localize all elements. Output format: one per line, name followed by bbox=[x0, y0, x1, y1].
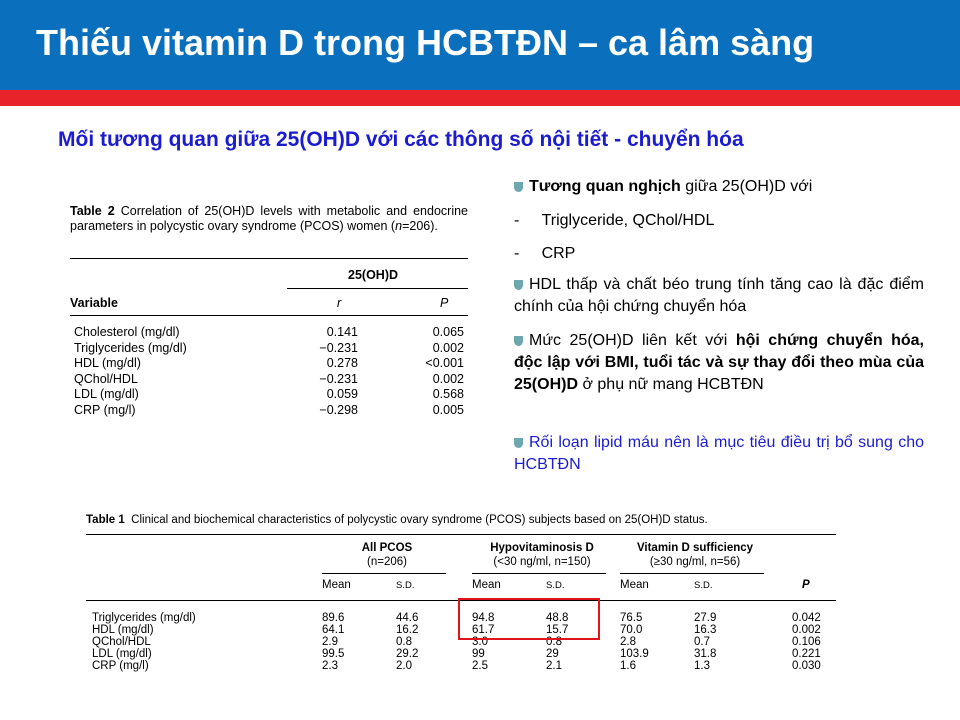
table-1-cell: 99 bbox=[472, 648, 485, 660]
table-2-p-value: <0.001 bbox=[425, 356, 464, 370]
table-1-rule-top bbox=[86, 534, 836, 535]
bullet-4-text: Rối loạn lipid máu nên là mục tiêu điều trị bổ sung cho HCBTĐN bbox=[514, 434, 924, 473]
table-1-cell: 2.9 bbox=[322, 636, 338, 648]
table-1-cell: 29.2 bbox=[396, 648, 419, 660]
table-1-variable: HDL (mg/dl) bbox=[92, 624, 154, 636]
table-2-rule-top bbox=[70, 258, 468, 259]
table-1-cell: 48.8 bbox=[546, 612, 569, 624]
bullet-1 bbox=[514, 178, 812, 196]
table-1-group-title: All PCOS bbox=[361, 542, 413, 554]
table-1-group-sub: (<30 ng/ml, n=150) bbox=[493, 556, 591, 568]
table-1-group-sub: (≥30 ng/ml, n=56) bbox=[649, 556, 741, 568]
table-1-cell: 3.0 bbox=[472, 636, 488, 648]
table-1-col-sd: S.D. bbox=[694, 580, 713, 591]
table-2-variable: Triglycerides (mg/dl) bbox=[74, 340, 187, 355]
slide-subtitle: Mối tương quan giữa 25(OH)D với các thông số nội tiết - chuyển hóa bbox=[58, 128, 744, 151]
table-1-p-value: 0.030 bbox=[792, 660, 821, 672]
table-2-variable: CRP (mg/l) bbox=[74, 402, 136, 417]
bullet-2-text: HDL thấp và chất béo trung tính tăng cao là đặc điểm chính của hội chứng chuyển hóa bbox=[514, 276, 924, 315]
bullet-1-text: giữa 25(OH)D với bbox=[680, 178, 813, 195]
table-2-caption bbox=[70, 204, 468, 234]
table-2-rule-mid bbox=[70, 315, 468, 316]
table-1-cell: 16.3 bbox=[694, 624, 717, 636]
bullet-2 bbox=[514, 274, 924, 318]
table-1-caption bbox=[86, 514, 708, 526]
table-1-cell: 70.0 bbox=[620, 624, 643, 636]
table-1-cell: 99.5 bbox=[322, 648, 345, 660]
dash-item-2: - CRP bbox=[514, 245, 576, 262]
table-1-cell: 103.9 bbox=[620, 648, 649, 660]
hypovitaminosis-highlight-box bbox=[458, 598, 600, 640]
table-2-variable: HDL (mg/dl) bbox=[74, 356, 141, 370]
bullet-3 bbox=[514, 330, 924, 396]
dash-item-2-text: CRP bbox=[541, 245, 576, 262]
table-2-p-value: 0.002 bbox=[432, 340, 464, 355]
dash-item-1-text: Triglyceride, QChol/HDL bbox=[541, 212, 715, 229]
table-1-cell: 27.9 bbox=[694, 612, 717, 624]
table-1-cell: 15.7 bbox=[546, 624, 569, 636]
table-1-cell: 2.3 bbox=[322, 660, 338, 672]
table-1-cell: 61.7 bbox=[472, 624, 495, 636]
table-2-r-value: 0.141 bbox=[326, 325, 358, 339]
table-1-cell: 16.2 bbox=[396, 624, 419, 636]
table-1-cell: 1.3 bbox=[694, 660, 710, 672]
table-1-label: Table 1 bbox=[86, 514, 125, 526]
table-2-variable: Cholesterol (mg/dl) bbox=[74, 325, 180, 339]
title-bar bbox=[0, 0, 960, 90]
table-2-caption-n: n bbox=[395, 219, 403, 233]
bullet-icon bbox=[514, 438, 523, 448]
table-1-cell: 2.5 bbox=[472, 660, 488, 672]
table-1-variable: QChol/HDL bbox=[92, 636, 151, 648]
table-2-col-r: r bbox=[337, 296, 342, 310]
table-2-r-value: 0.059 bbox=[326, 387, 358, 401]
table-1-p-value: 0.002 bbox=[792, 624, 821, 636]
table-1-cell: 2.0 bbox=[396, 660, 412, 672]
table-2 bbox=[70, 204, 468, 234]
table-2-variable: QChol/HDL bbox=[74, 371, 138, 386]
table-1-cell: 1.6 bbox=[620, 660, 636, 672]
table-1-group-title: Hypovitaminosis D bbox=[490, 542, 594, 554]
table-2-p-value: 0.568 bbox=[432, 387, 464, 401]
table-2-p-value: 0.002 bbox=[432, 371, 464, 386]
table-1-col-mean: Mean bbox=[322, 579, 351, 591]
table-2-group-rule bbox=[287, 288, 468, 289]
bullet-3-tail: ở phụ nữ mang HCBTĐN bbox=[578, 376, 764, 393]
table-1-p-value: 0.106 bbox=[792, 636, 821, 648]
table-2-col-p: P bbox=[440, 296, 449, 310]
bullet-icon bbox=[514, 336, 523, 346]
table-1-col-sd: S.D. bbox=[546, 580, 565, 591]
table-1-group-rule bbox=[322, 573, 446, 574]
bullet-3-bold: hội chứng chuyển hóa, độc lập với BMI, tuổi tác và sự thay đổi theo mùa của 25(OH)D bbox=[514, 332, 924, 393]
dash-item-1: - Triglyceride, QChol/HDL bbox=[514, 212, 715, 229]
table-1-group-rule bbox=[472, 573, 606, 574]
table-1-cell: 94.8 bbox=[472, 612, 495, 624]
table-1-col-sd: S.D. bbox=[396, 580, 415, 591]
table-2-r-value: 0.278 bbox=[326, 356, 358, 370]
title-underline bbox=[0, 90, 960, 106]
table-1-cell: 29 bbox=[546, 648, 559, 660]
bullet-3-text: Mức 25(OH)D liên kết với bbox=[529, 332, 736, 349]
table-2-caption-end: =206). bbox=[402, 219, 438, 233]
table-2-variable: LDL (mg/dl) bbox=[74, 387, 139, 401]
table-1-cell: 0.7 bbox=[694, 636, 710, 648]
table-1-caption-text: Clinical and biochemical characteristics of polycystic ovary syndrome (PCOS) subjects based on 25(OH)D status. bbox=[131, 514, 708, 526]
table-2-r-value: −0.298 bbox=[319, 402, 358, 417]
table-1-cell: 0.8 bbox=[396, 636, 412, 648]
table-2-p-value: 0.065 bbox=[432, 325, 464, 339]
table-1-cell: 64.1 bbox=[322, 624, 345, 636]
table-2-group-header: 25(OH)D bbox=[348, 268, 399, 282]
table-1-cell: 76.5 bbox=[620, 612, 643, 624]
bullet-icon bbox=[514, 182, 523, 192]
table-1-group-sub: (n=206) bbox=[367, 556, 407, 568]
table-1-cell: 0.8 bbox=[546, 636, 562, 648]
table-1-p-value: 0.221 bbox=[792, 648, 821, 660]
table-2-label: Table 2 bbox=[70, 204, 115, 218]
table-2-r-value: −0.231 bbox=[319, 371, 358, 386]
slide-title: Thiếu vitamin D trong HCBTĐN – ca lâm sàng bbox=[36, 22, 815, 63]
table-1-group-rule bbox=[620, 573, 764, 574]
table-1-col-mean: Mean bbox=[472, 579, 501, 591]
table-1-group-title: Vitamin D sufficiency bbox=[636, 542, 754, 554]
table-1-variable: LDL (mg/dl) bbox=[92, 648, 152, 660]
table-1-cell: 31.8 bbox=[694, 648, 717, 660]
table-2-caption-text: Correlation of 25(OH)D levels with metabolic and endocrine parameters in polycystic ovary syndrome (PCOS) women ( bbox=[70, 204, 469, 233]
bullet-1-bold: Tương quan nghịch bbox=[529, 178, 681, 195]
table-1-cell: 44.6 bbox=[396, 612, 419, 624]
table-2-col-variable: Variable bbox=[70, 296, 118, 310]
bullet-icon bbox=[514, 280, 523, 290]
table-2-p-value: 0.005 bbox=[432, 402, 464, 417]
table-1-cell: 89.6 bbox=[322, 612, 345, 624]
bullet-4 bbox=[514, 432, 924, 476]
table-1-variable: CRP (mg/l) bbox=[92, 660, 149, 672]
table-1-col-p: P bbox=[802, 579, 810, 591]
table-1-variable: Triglycerides (mg/dl) bbox=[92, 612, 196, 624]
table-2-r-value: −0.231 bbox=[319, 340, 358, 355]
table-1-p-value: 0.042 bbox=[792, 612, 821, 624]
table-1-cell: 2.8 bbox=[620, 636, 636, 648]
table-1-cell: 2.1 bbox=[546, 660, 562, 672]
table-1-col-mean: Mean bbox=[620, 579, 649, 591]
